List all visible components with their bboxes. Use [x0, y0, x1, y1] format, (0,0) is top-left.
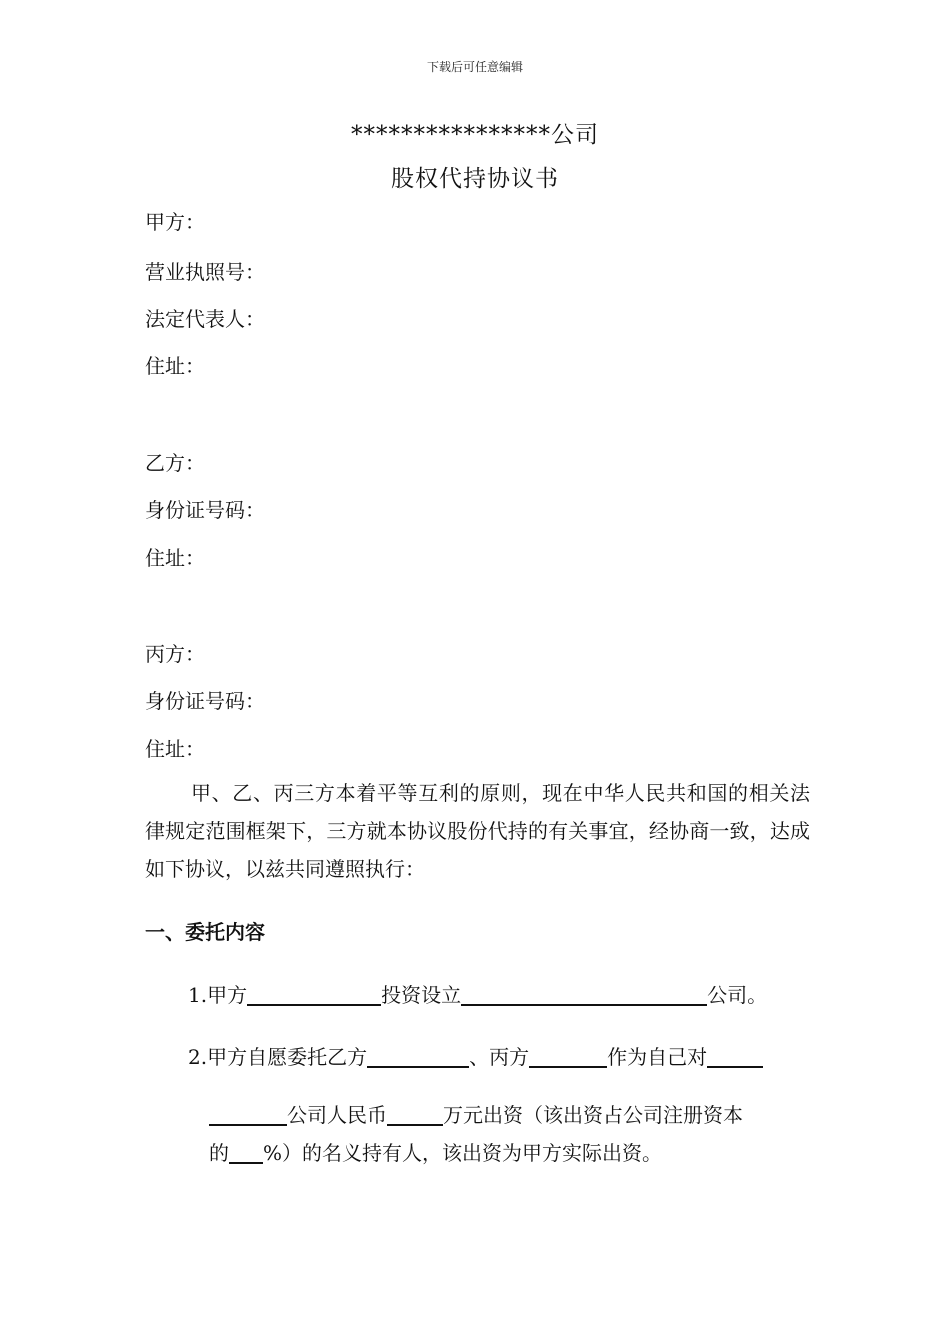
clause-2-text-d: 公司人民币 [287, 1103, 387, 1127]
party-c-label: 丙方： [145, 642, 205, 666]
clause-2-line-2 [209, 1099, 743, 1128]
clause-1 [188, 979, 767, 1008]
clause-1-text-c: 公司。 [707, 983, 768, 1007]
clause-2-blank-amount[interactable] [387, 1104, 443, 1126]
clause-2-text-b: 、丙方 [469, 1045, 530, 1069]
clause-2-text-a: 2.甲方自愿委托乙方 [188, 1045, 368, 1069]
section-1-heading: 一、委托内容 [145, 920, 265, 944]
header-note: 下载后可任意编辑 [426, 60, 523, 74]
clause-2-blank-percent[interactable] [229, 1142, 263, 1164]
party-c-id-label: 身份证号码： [145, 689, 265, 713]
clause-1-text-b: 投资设立 [381, 983, 462, 1007]
clause-2-text-f: 的 [209, 1141, 229, 1165]
clause-2-blank-company-a[interactable] [707, 1046, 763, 1068]
party-b-id-label: 身份证号码： [145, 498, 265, 522]
party-c-address-label: 住址： [145, 737, 205, 761]
clause-2-blank-company-b[interactable] [209, 1104, 287, 1126]
clause-1-text-a: 1.甲方 [188, 983, 248, 1007]
clause-2-line-3 [209, 1137, 662, 1166]
party-a-label: 甲方： [145, 210, 205, 234]
company-title: ****************公司 [351, 122, 599, 148]
intro-paragraph: 甲、乙、丙三方本着平等互利的原则，现在中华人民共和国的相关法律规定范围框架下，三方就本协议股份代持的有关事宜，经协商一致，达成如下协议，以兹共同遵照执行： [145, 781, 810, 881]
party-a-legal-rep-label: 法定代表人： [145, 307, 265, 331]
clause-2-text-c: 作为自己对 [607, 1045, 708, 1069]
clause-2-text-e: 万元出资（该出资占公司注册资本 [443, 1103, 743, 1127]
party-a-license-label: 营业执照号： [145, 260, 265, 284]
clause-2-line-1 [188, 1041, 763, 1070]
clause-1-blank-investor[interactable] [247, 984, 381, 1006]
document-title: 股权代持协议书 [391, 166, 559, 192]
clause-2-blank-party-c[interactable] [529, 1046, 607, 1068]
clause-2-text-g: %）的名义持有人，该出资为甲方实际出资。 [263, 1141, 663, 1165]
party-b-address-label: 住址： [145, 546, 205, 570]
party-b-label: 乙方： [145, 451, 205, 475]
clause-1-blank-company[interactable] [461, 984, 707, 1006]
party-a-address-label: 住址： [145, 354, 205, 378]
clause-2-blank-party-b[interactable] [367, 1046, 469, 1068]
